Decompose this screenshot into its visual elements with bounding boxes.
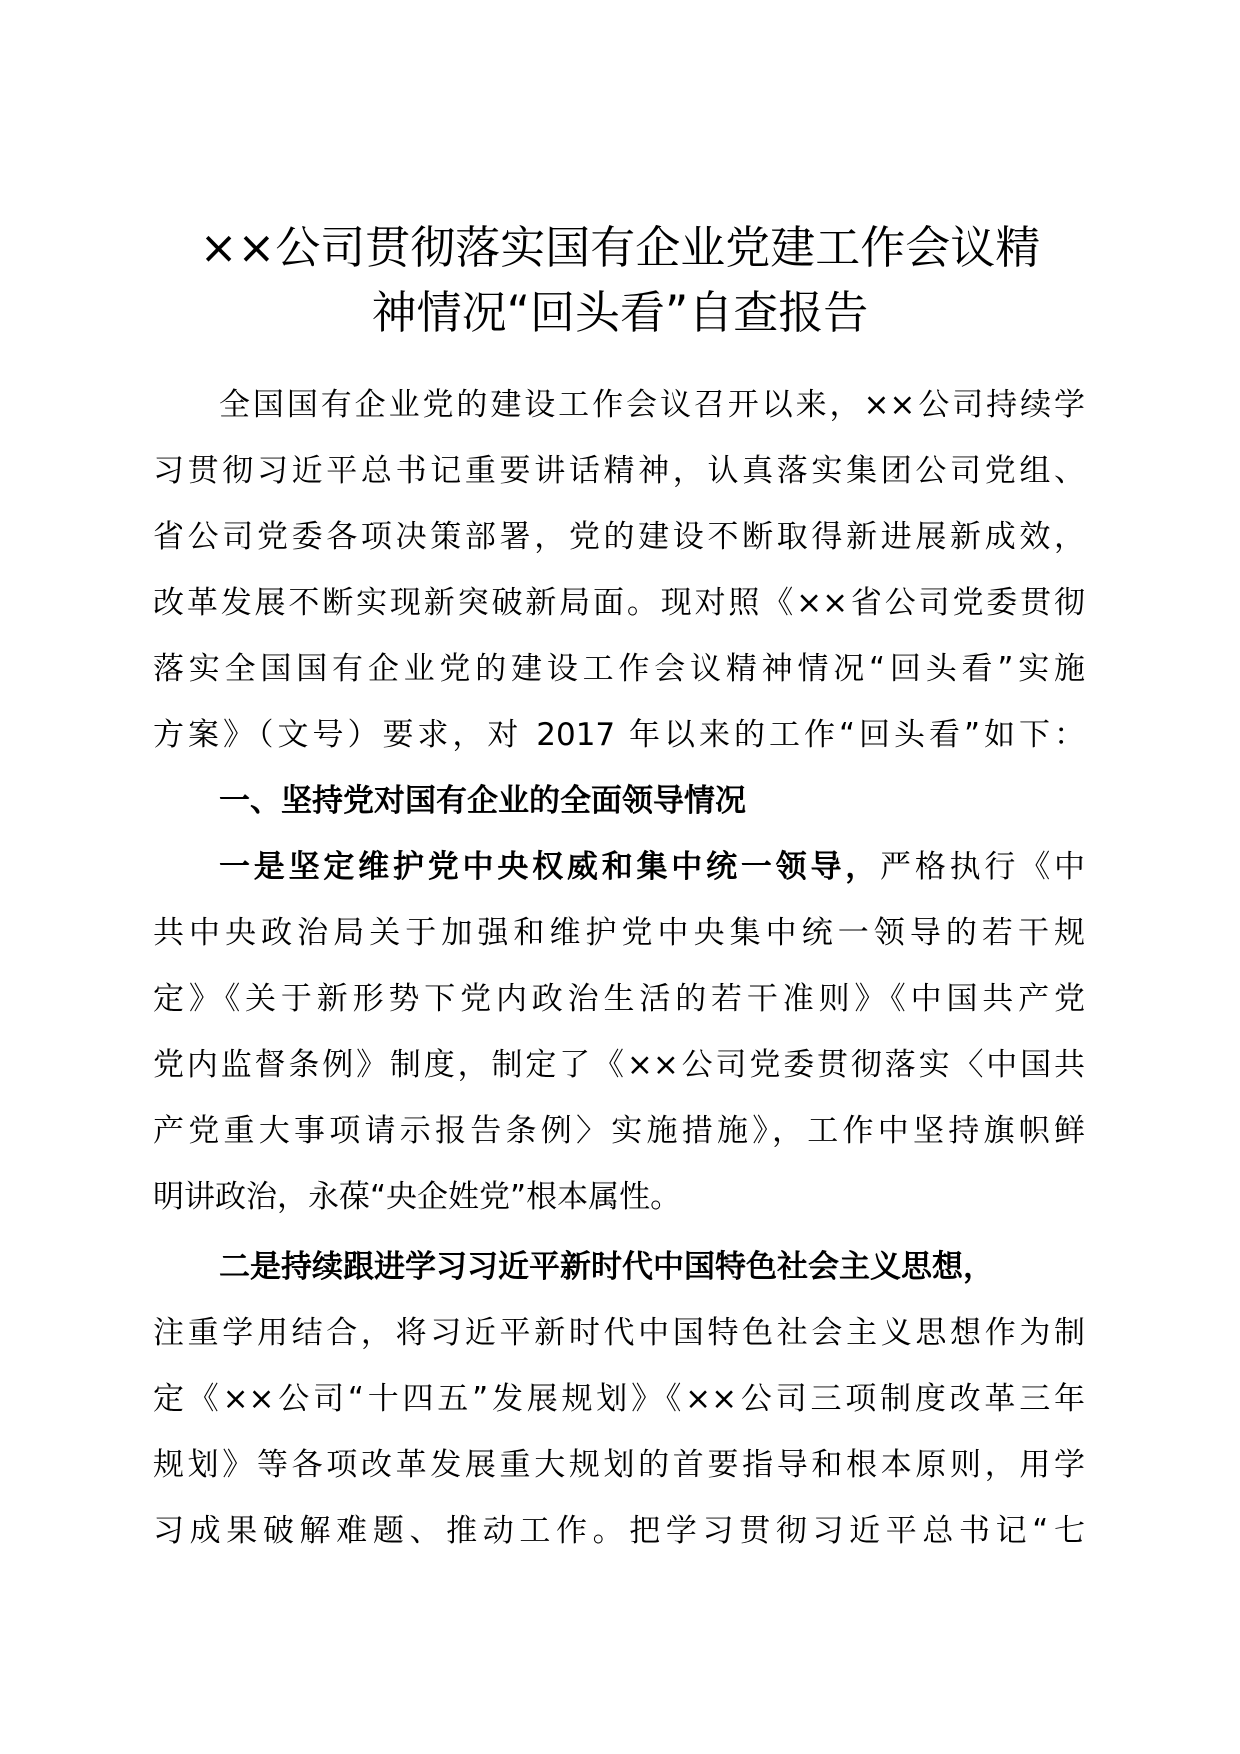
intro-line-4: 改革发展不断实现新突破新局面。现对照《××省公司党委贯彻 <box>153 585 1085 621</box>
item-1-line-2: 共中央政治局关于加强和维护党中央集中统一领导的若干规 <box>153 915 1085 951</box>
item-1-line-1 <box>153 834 1085 900</box>
item-1-paragraph <box>153 834 1085 1230</box>
item-1-line-6: 明讲政治，永葆“央企姓党”根本属性。 <box>153 1179 682 1215</box>
item-1-line-3: 定》《关于新形势下党内政治生活的若干准则》《中国共产党 <box>153 981 1085 1017</box>
item-2-line-3: 定《××公司“十四五”发展规划》《××公司三项制度改革三年 <box>153 1381 1085 1417</box>
item-2-line-5: 习成果破解难题、推动工作。把学习贯彻习近平总书记“七 <box>153 1513 1085 1549</box>
title-line-1: ××公司贯彻落实国有企业党建工作会议精 <box>199 221 1041 274</box>
intro-line-5: 落实全国国有企业党的建设工作会议精神情况“回头看”实施 <box>153 651 1085 687</box>
title-line-2: 神情况“回头看”自查报告 <box>371 286 869 339</box>
item-2-lead: 二是持续跟进学习习近平新时代中国特色社会主义思想， <box>219 1249 994 1285</box>
item-1-lead: 一是坚定维护党中央权威和集中统一领导， <box>219 849 881 885</box>
item-1-line-4: 党内监督条例》制度，制定了《××公司党委贯彻落实〈中国共 <box>153 1047 1085 1083</box>
intro-line-1: 全国国有企业党的建设工作会议召开以来，××公司持续学 <box>219 387 1085 423</box>
document-body <box>153 372 1085 1564</box>
item-2-line-4: 规划》等各项改革发展重大规划的首要指导和根本原则，用学 <box>153 1447 1085 1483</box>
intro-line-6: 方案》（文号）要求，对 2017 年以来的工作“回头看”如下： <box>153 717 1085 753</box>
section-1-heading: 一、坚持党对国有企业的全面领导情况 <box>219 783 746 819</box>
item-1-first-line-rest: 严格执行《中 <box>880 849 1086 885</box>
item-2-line-2: 注重学用结合，将习近平新时代中国特色社会主义思想作为制 <box>153 1315 1085 1351</box>
intro-paragraph <box>153 372 1085 768</box>
intro-line-3: 省公司党委各项决策部署，党的建设不断取得新进展新成效， <box>153 519 1085 555</box>
item-2-paragraph <box>153 1234 1085 1564</box>
intro-line-2: 习贯彻习近平总书记重要讲话精神，认真落实集团公司党组、 <box>153 453 1085 489</box>
item-1-line-5: 产党重大事项请示报告条例〉实施措施》，工作中坚持旗帜鲜 <box>153 1113 1085 1149</box>
document-title <box>150 215 1090 345</box>
